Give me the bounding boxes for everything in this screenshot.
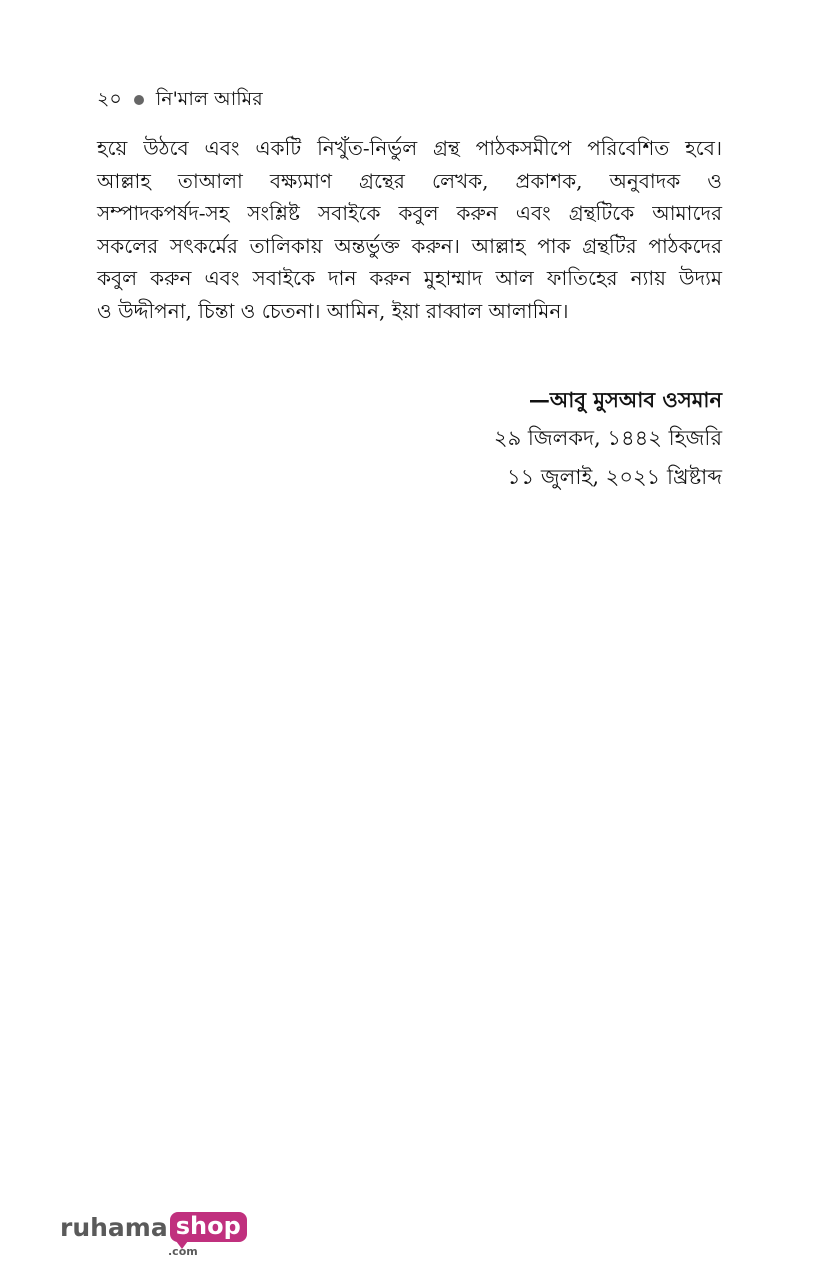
paragraph-line: সম্পাদকপর্ষদ-সহ সংশ্লিষ্ট সবাইকে কবুল করুন এবং গ্রন্থটিকে আমাদের [97,201,722,226]
ruhamashop-logo [60,1212,247,1258]
paragraph-line: কবুল করুন এবং সবাইকে দান করুন মুহাম্মাদ আল ফাতিহের ন্যায় উদ্যম [97,266,722,291]
gregorian-date: ১১ জুলাই, ২০২১ খ্রিষ্টাব্দ [506,465,722,489]
running-header [97,86,263,112]
body-paragraph [97,132,722,328]
logo-shop-badge [170,1212,247,1242]
logo-text-com: .com [168,1245,198,1258]
hijri-date: ২৯ জিলকদ, ১৪৪২ হিজরি [493,426,722,450]
signature-block [494,380,722,497]
paragraph-line: সকলের সৎকর্মের তালিকায় অন্তর্ভুক্ত করুন। আল্লাহ পাক গ্রন্থটির পাঠকদের [97,233,722,258]
book-title: নি'মাল আমির [155,88,263,110]
author-name: —আবু মুসআব ওসমান [528,387,722,412]
paragraph-line: হয়ে উঠবে এবং একটি নিখুঁত-নির্ভুল গ্রন্থ পাঠকসমীপে পরিবেশিত হবে। [97,136,722,160]
logo-text-shop: shop [175,1212,241,1240]
logo-text-ruhama: ruhama [60,1213,168,1242]
page-number: ২০ [97,88,122,110]
bullet-dot-icon [134,95,144,105]
paragraph-line: আল্লাহ তাআলা বক্ষ্যমাণ গ্রন্থের লেখক, প্রকাশক, অনুবাদক ও [97,168,722,193]
paragraph-line: ও উদ্দীপনা, চিন্তা ও চেতনা। আমিন, ইয়া রাব্বাল আলামিন। [97,298,569,323]
